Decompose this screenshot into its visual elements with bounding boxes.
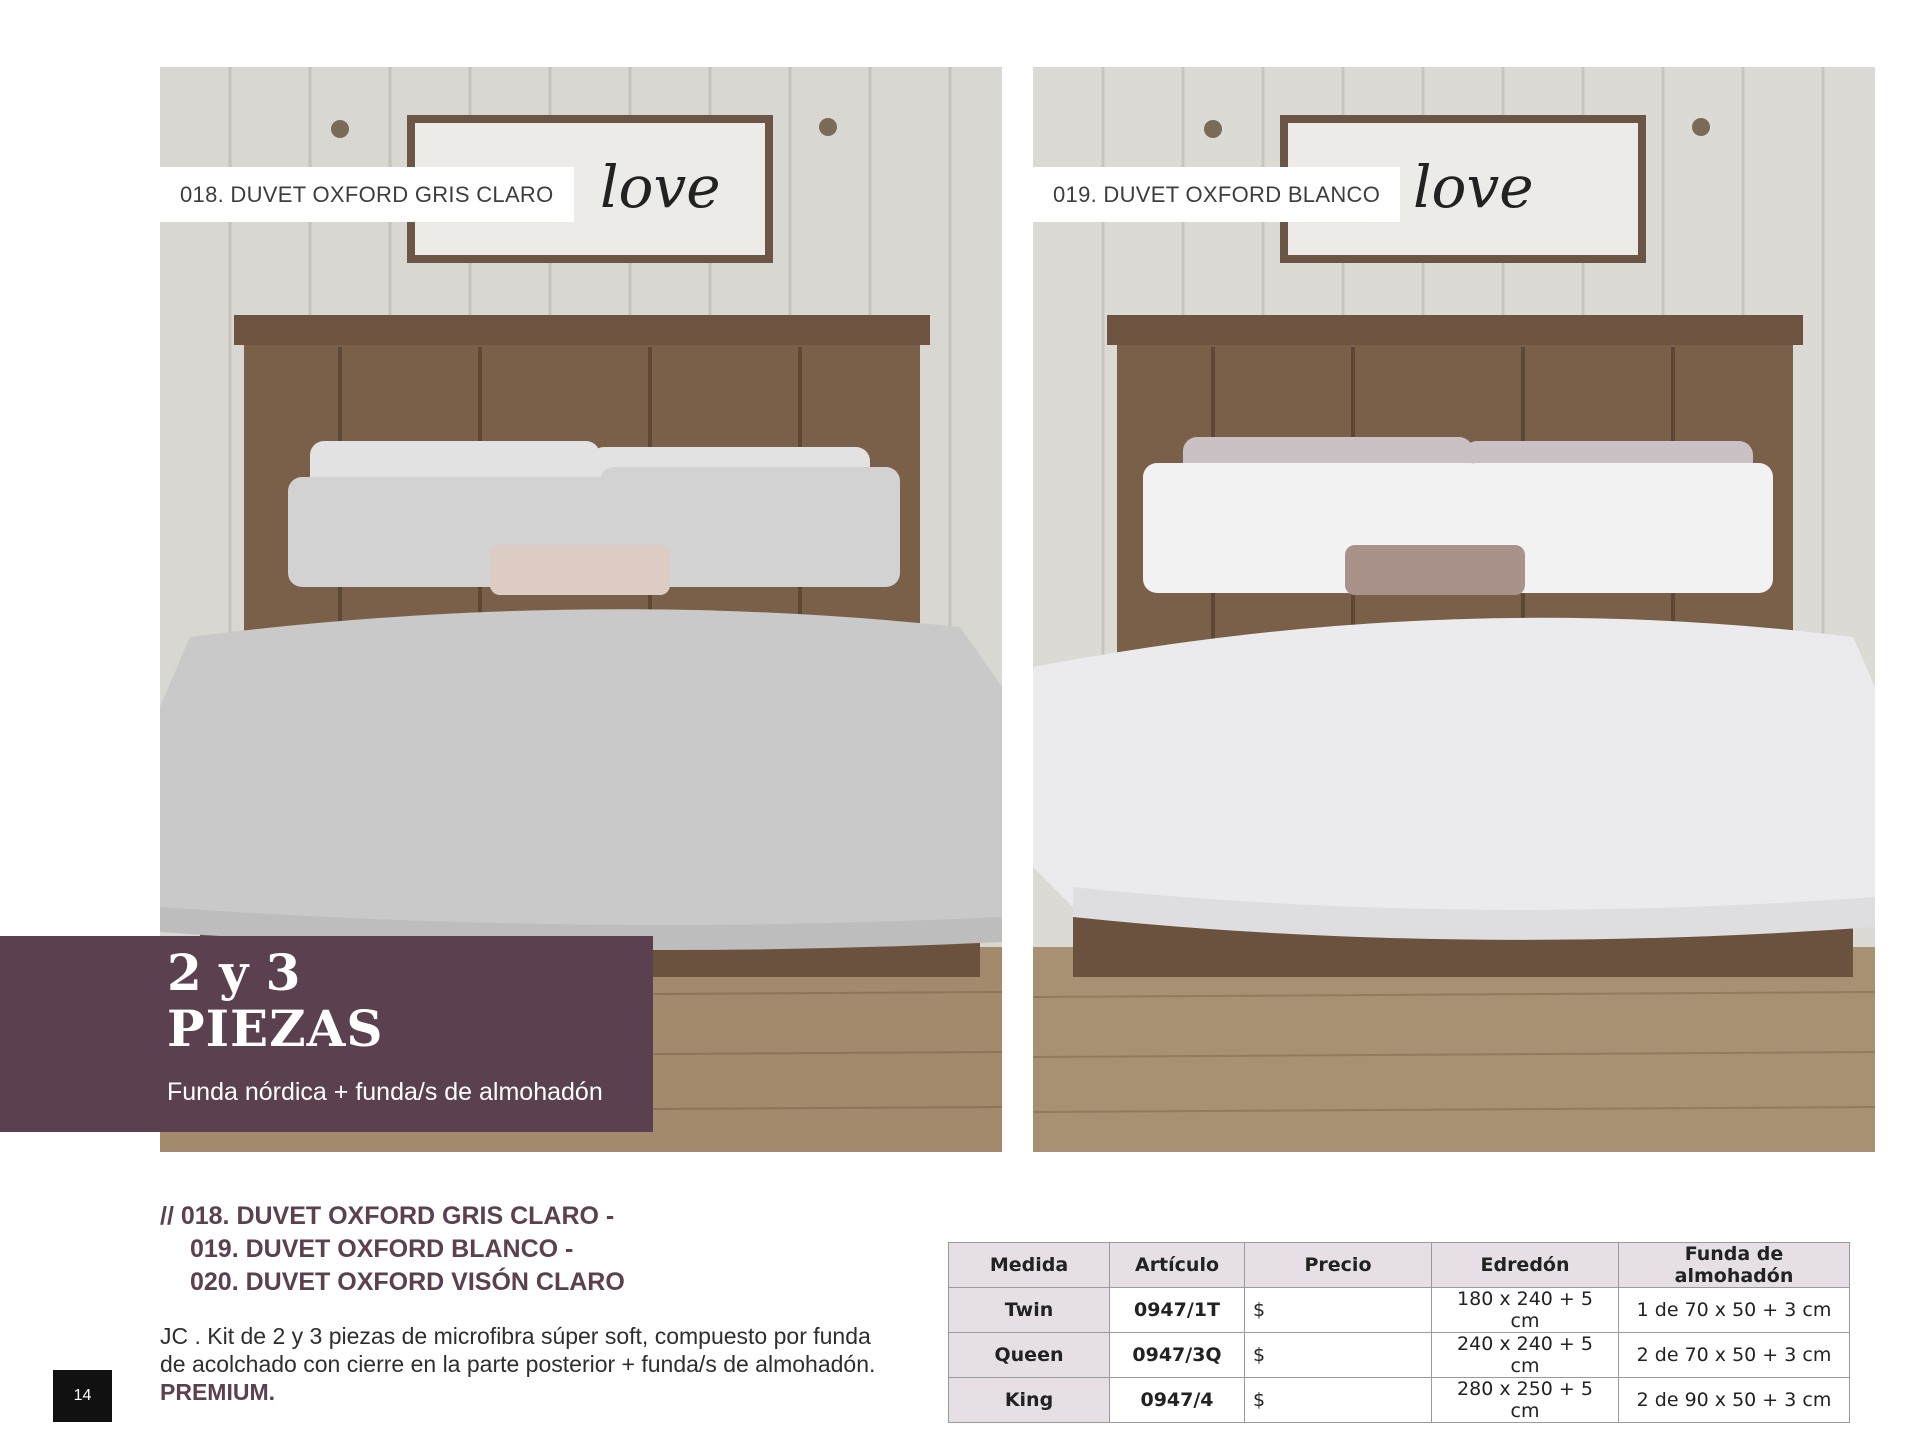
header-edredon: Edredón [1432, 1243, 1619, 1288]
table-header-row [949, 1243, 1850, 1288]
premium-label: PREMIUM. [160, 1379, 275, 1405]
cell-articulo: 0947/4 [1110, 1378, 1245, 1423]
cell-medida: King [949, 1378, 1110, 1423]
cell-medida: Queen [949, 1333, 1110, 1378]
table-row [949, 1333, 1850, 1378]
cell-edredon: 280 x 250 + 5 cm [1432, 1378, 1619, 1423]
table-row [949, 1378, 1850, 1423]
heading-line-2: 019. DUVET OXFORD BLANCO - [190, 1235, 574, 1263]
cell-edredon: 240 x 240 + 5 cm [1432, 1333, 1619, 1378]
header-articulo: Artículo [1110, 1243, 1245, 1288]
cell-funda: 2 de 70 x 50 + 3 cm [1619, 1333, 1850, 1378]
cell-articulo: 0947/1T [1110, 1288, 1245, 1333]
bedroom-photo-blanco [1033, 67, 1875, 1152]
cell-funda: 2 de 90 x 50 + 3 cm [1619, 1378, 1850, 1423]
photo-caption-blanco: 019. DUVET OXFORD BLANCO [1033, 167, 1400, 222]
cell-precio: $ [1245, 1378, 1432, 1423]
heading-line-3: 020. DUVET OXFORD VISÓN CLARO [190, 1268, 625, 1296]
cell-funda: 1 de 70 x 50 + 3 cm [1619, 1288, 1850, 1333]
header-funda: Funda de almohadón [1619, 1243, 1850, 1288]
sign-love-text-1: love [600, 153, 721, 221]
product-description [160, 1322, 880, 1406]
product-photo-blanco [1033, 67, 1875, 1152]
cell-edredon: 180 x 240 + 5 cm [1432, 1288, 1619, 1333]
description-text: JC . Kit de 2 y 3 piezas de microfibra súper soft, compuesto por funda de acolchado con cierre en la parte posterior + funda/s de almohadón. [160, 1323, 876, 1377]
cell-articulo: 0947/3Q [1110, 1333, 1245, 1378]
banner-description: Funda nórdica + funda/s de almohadón [167, 1078, 603, 1106]
sign-love-text-2: love [1413, 153, 1534, 221]
price-table [948, 1242, 1850, 1423]
table-row [949, 1288, 1850, 1333]
pieces-banner [0, 936, 653, 1132]
page-number: 14 [53, 1370, 112, 1422]
banner-count: 2 y 3 [167, 943, 301, 1002]
cell-precio: $ [1245, 1333, 1432, 1378]
heading-line-1: // 018. DUVET OXFORD GRIS CLARO - [160, 1202, 615, 1230]
header-medida: Medida [949, 1243, 1110, 1288]
cell-precio: $ [1245, 1288, 1432, 1333]
header-precio: Precio [1245, 1243, 1432, 1288]
photo-caption-gris-claro: 018. DUVET OXFORD GRIS CLARO [160, 167, 574, 222]
product-heading [160, 1200, 625, 1299]
banner-title: PIEZAS [167, 999, 384, 1058]
cell-medida: Twin [949, 1288, 1110, 1333]
